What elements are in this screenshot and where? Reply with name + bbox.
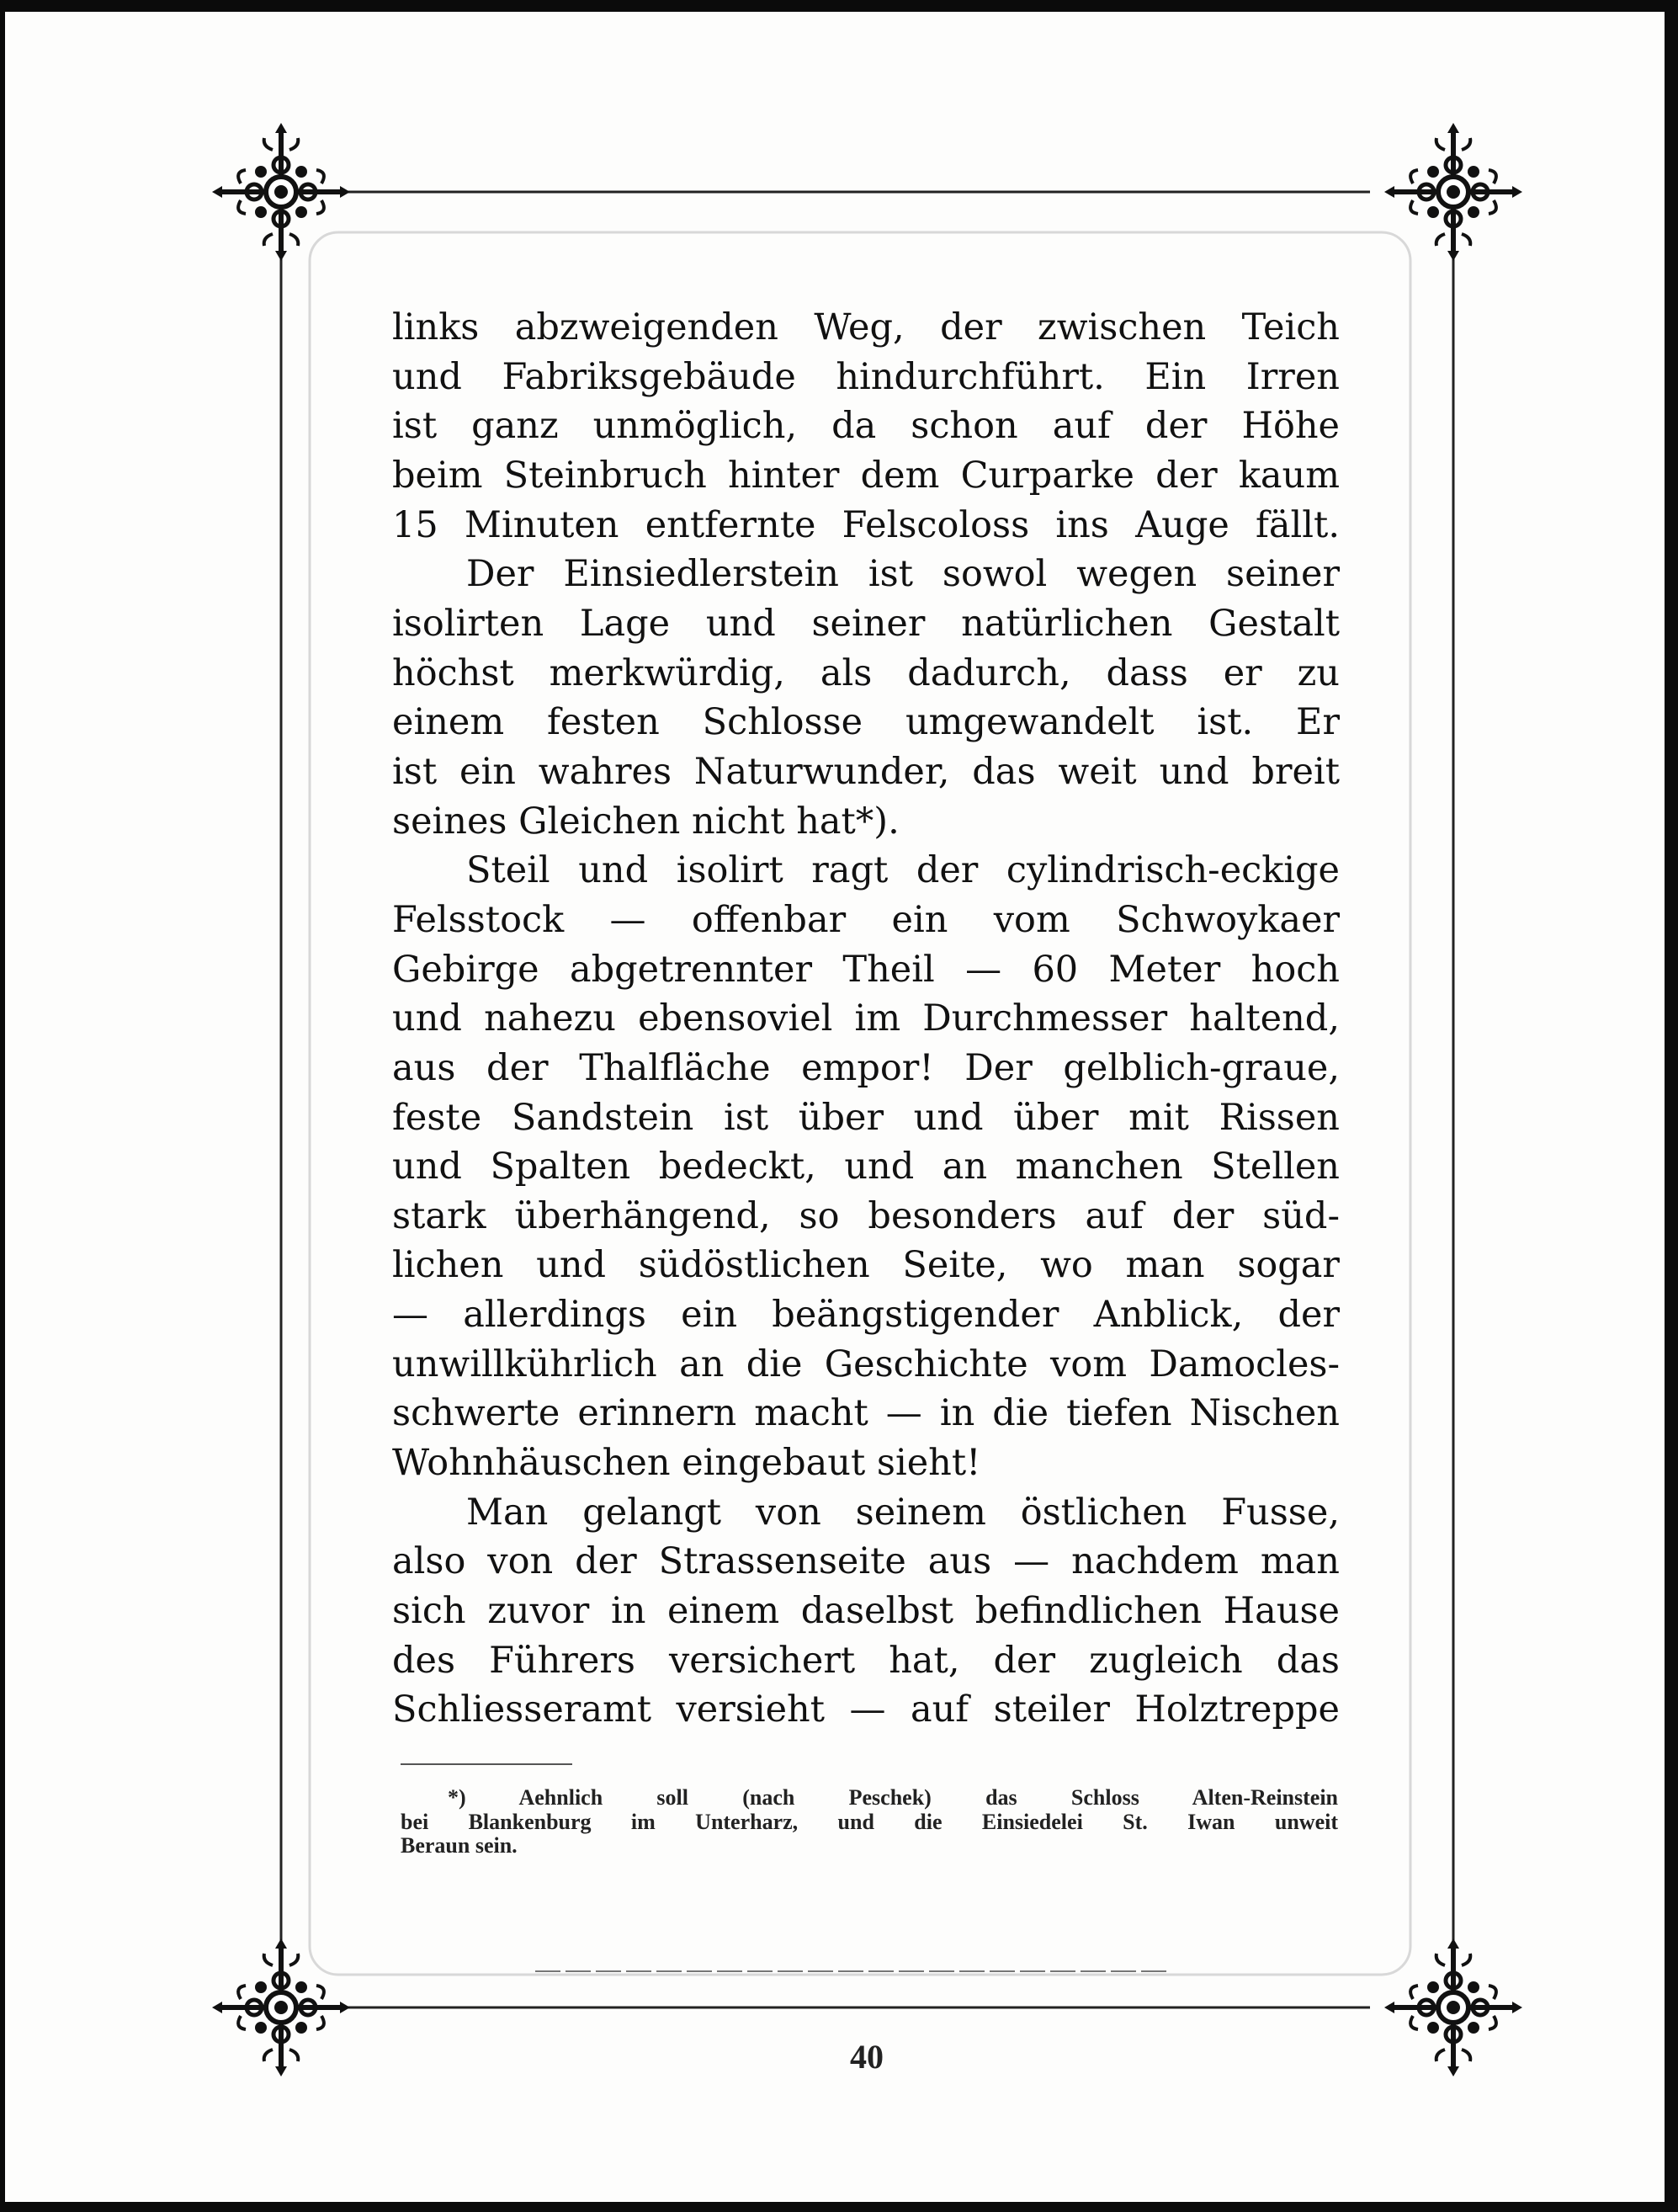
footnote (401, 1786, 1338, 1858)
body-text-line: schwerte erinnern macht — in die tiefen Nischen (392, 1392, 1340, 1435)
body-text-line: Man gelangt von seinem östlichen Fusse, (466, 1491, 1340, 1534)
body-text-line: beim Steinbruch hinter dem Curparke der kaum (392, 454, 1340, 497)
body-text-line: sich zuvor in einem daselbst befindlichen Hause (392, 1590, 1340, 1633)
footnote-line: bei Blankenburg im Unterharz, und die Einsiedelei St. Iwan unweit (401, 1809, 1338, 1834)
page-number: 40 (850, 2038, 884, 2076)
body-text-line: des Führers versichert hat, der zugleich das (392, 1639, 1340, 1682)
body-text-line: feste Sandstein ist über und über mit Rissen (392, 1096, 1340, 1139)
body-text-line: Der Einsiedlerstein ist sowol wegen seiner (466, 553, 1340, 596)
body-text-line: links abzweigenden Weg, der zwischen Teich (392, 306, 1340, 348)
body-text-line: und Fabriksgebäude hindurchführt. Ein Irren (392, 355, 1340, 398)
body-text-line: und nahezu ebensoviel im Durchmesser haltend, (392, 997, 1340, 1040)
body-text-line: also von der Strassenseite aus — nachdem man (392, 1540, 1340, 1583)
body-text-line: Wohnhäuschen eingebaut sieht! (392, 1442, 981, 1485)
corner-ornament-bottom-left (212, 1938, 350, 2076)
body-text-line: ist ein wahres Naturwunder, das weit und breit (392, 750, 1340, 793)
corner-ornament-top-right (1384, 123, 1522, 261)
body-text-line: 15 Minuten entfernte Felscoloss ins Auge fällt. (392, 503, 1340, 546)
corner-ornament-top-left (212, 123, 350, 261)
body-text-line: Steil und isolirt ragt der cylindrisch-eckige (466, 849, 1340, 892)
body-text-line: seines Gleichen nicht hat*). (392, 800, 900, 843)
footnote-line: *) Aehnlich soll (nach Peschek) das Schloss Alten-Reinstein (448, 1785, 1338, 1810)
body-text-line: und Spalten bedeckt, und an manchen Stellen (392, 1146, 1340, 1188)
body-text-line: unwillkührlich an die Geschichte vom Damocles- (392, 1343, 1340, 1385)
footnote-line: Beraun sein. (401, 1833, 518, 1858)
body-text-line: Gebirge abgetrennter Theil — 60 Meter hoch (392, 948, 1340, 991)
body-text-line: aus der Thalfläche empor! Der gelblich-graue, (392, 1046, 1340, 1089)
body-text-line: ist ganz unmöglich, da schon auf der Höhe (392, 405, 1340, 448)
body-text-line: Schliesseramt versieht — auf steiler Holztreppe (392, 1688, 1340, 1731)
body-text-line: — allerdings ein beängstigender Anblick, der (392, 1294, 1340, 1337)
body-text-line: Felsstock — offenbar ein vom Schwoykaer (392, 898, 1340, 941)
body-text-line: isolirten Lage und seiner natürlichen Gestalt (392, 602, 1340, 645)
corner-ornament-bottom-right (1384, 1938, 1522, 2076)
footnote-rule (401, 1763, 572, 1765)
body-text-line: höchst merkwürdig, als dadurch, dass er zu (392, 651, 1340, 694)
body-text (392, 303, 1340, 1735)
body-text-line: lichen und südöstlichen Seite, wo man sogar (392, 1244, 1340, 1287)
body-text-line: einem festen Schlosse umgewandelt ist. Er (392, 701, 1340, 744)
body-text-line: stark überhängend, so besonders auf der süd- (392, 1194, 1340, 1237)
